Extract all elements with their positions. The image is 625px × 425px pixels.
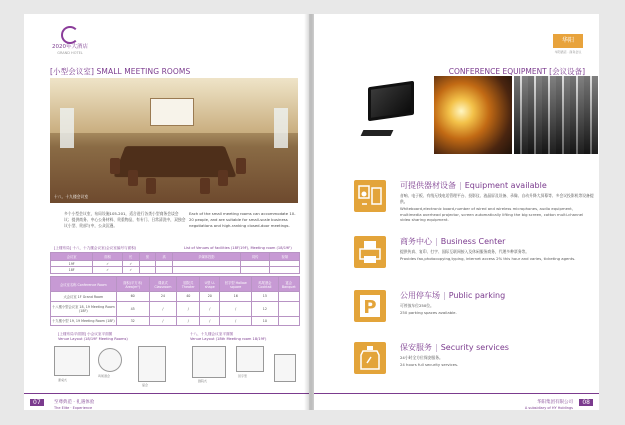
service-desc-cn: 音响、电子板、有线无线电话管理平台、投影仪、液晶屏及设备、录像、自动升降大屏幕等、多会议投影机等设备提供。 bbox=[400, 193, 594, 204]
diagram-label: 回字型 bbox=[238, 374, 248, 378]
brand-subtext: 华阳酒店 · 商务会议 bbox=[554, 50, 582, 54]
table-header: 宽 bbox=[139, 253, 156, 261]
capacity-table bbox=[50, 276, 300, 326]
table-row: 十九楼小型 19, 19 Meeting Room (18F) 32 / / / / 10 bbox=[51, 316, 300, 325]
service-security: 保安服务 | Security services 24小时全方位保安服务。 24 hours full security services. bbox=[354, 342, 599, 382]
service-public-parking: P 公用停车场 | Public parking 可停放车位250位。 250 parking spaces available. bbox=[354, 290, 599, 330]
layout-title-2-en: Venue Layout (18th Meeting room 18/19F) bbox=[190, 337, 267, 341]
floor-plan-box bbox=[274, 354, 296, 382]
layout-title-2: 十八、十九楼会议室平面图 bbox=[190, 332, 234, 336]
table-header: 回字型 Hollow square bbox=[220, 277, 252, 292]
service-business-center: 商务中心 | Business Center 提供传真、复印、打字、国际互联网接入及休闲服务商务，代理多种票务等。 Provides fax,photocopying,typing, internet access 2% this hour and varies, ticketing agents. bbox=[354, 236, 599, 282]
service-title-en: Public parking bbox=[448, 291, 506, 300]
floor-plan-box bbox=[98, 348, 122, 372]
table-header: 课桌式 Classroom bbox=[149, 277, 177, 292]
right-page bbox=[314, 14, 599, 410]
logo-text: 2020年大酒店 bbox=[52, 44, 88, 50]
intro-text-cn: 多个小型会议室，布局设施105-201，适合进行各类小型商务会谈会议；提供商务、中心公务材料、贵重物品，有专门、日常清洗中，双独会议小型、贵部与中，公众沉漫。 bbox=[64, 211, 186, 228]
parking-icon bbox=[354, 290, 386, 322]
right-footer bbox=[314, 393, 599, 410]
diagram-label: 剧院式 bbox=[198, 379, 208, 383]
meeting-room-photo bbox=[50, 78, 298, 203]
table-header: 剧院式 Theater bbox=[177, 277, 200, 292]
group-logo bbox=[551, 34, 585, 66]
floor-plan-box bbox=[192, 346, 226, 378]
table-header: 面积 bbox=[93, 253, 123, 261]
service-title-cn: 可提供器材设备 bbox=[400, 181, 456, 190]
layout-title-1-en: Venue Layout (18/19F Meeting Rooms) bbox=[58, 337, 128, 341]
photo-caption: 十八、十九楼会议室 bbox=[54, 194, 89, 199]
table1-title: [上楼布局] 十八、十九楼会议室(会议室编号与面积) bbox=[54, 246, 137, 250]
service-desc-cn: 提供传真、复印、打字、国际互联网接入及休闲服务商务，代理多种票务等。 bbox=[400, 249, 530, 254]
floor-plan-box bbox=[138, 346, 166, 382]
service-title-cn: 保安服务 bbox=[400, 343, 432, 352]
table-header: 会议室名称 Conference Room bbox=[51, 277, 117, 292]
floor-plan-box bbox=[236, 346, 264, 372]
diagram-label: 鸡尾酒会 bbox=[98, 374, 111, 378]
left-footer bbox=[24, 393, 309, 410]
logo-subtext: GRAND HOTEL bbox=[57, 51, 83, 55]
diagram-label: 课桌式 bbox=[58, 378, 68, 382]
computer-photo bbox=[348, 76, 432, 154]
table-row: 十八楼小型会议室 18, 19 Meeting Room (18F) 45 / / / / 12 bbox=[51, 301, 300, 316]
mixer-console-photo bbox=[514, 76, 598, 154]
table-header: 鸡尾酒会 Cocktail bbox=[252, 277, 278, 292]
page-number: 07 bbox=[30, 399, 44, 406]
equipment-photo-strip bbox=[348, 76, 598, 154]
section-title-small-meeting-rooms: [小型会议室] SMALL MEETING ROOMS bbox=[50, 67, 191, 76]
brand-badge: 华阳 bbox=[553, 34, 583, 48]
table-row: 19F ✓ ✓ bbox=[51, 260, 300, 267]
security-icon bbox=[354, 342, 386, 374]
layout-title-1: [上楼布局平面图] 小会议室平面图 bbox=[58, 332, 113, 336]
service-desc-cn: 24小时全方位保安服务。 bbox=[400, 355, 443, 360]
logo-mark-icon bbox=[61, 26, 79, 44]
table1-title-en: List of Venues of facilities (18F/19F), Meeting room (18/19F) bbox=[184, 246, 292, 250]
service-desc-cn: 可停放车位250位。 bbox=[400, 303, 434, 308]
printer-icon bbox=[354, 236, 386, 268]
service-title-en: Security services bbox=[440, 343, 509, 352]
equipment-icon bbox=[354, 180, 386, 212]
table-header: 宴会 Banquet bbox=[278, 277, 299, 292]
service-title-en: Business Center bbox=[440, 237, 506, 246]
floor-plan-diagrams bbox=[52, 344, 300, 390]
diagram-label: 宴会 bbox=[142, 383, 149, 387]
service-desc-en: Provides fax,photocopying,typing, internet access 2% this hour and varies, ticketing agents. bbox=[400, 256, 576, 261]
equipment-table bbox=[50, 252, 300, 274]
table-header: U型 U-shape bbox=[200, 277, 220, 292]
footer-text-en: A subsidiary of HY Holdings bbox=[524, 406, 573, 410]
table-header: 高 bbox=[156, 253, 173, 261]
table-header: 长 bbox=[122, 253, 139, 261]
table-row: 18F ✓ ✓ bbox=[51, 267, 300, 274]
footer-text-cn: 至尊典范 · 礼遇体验 bbox=[54, 400, 95, 405]
table-header: 面积(平方米) Area(m²) bbox=[116, 277, 149, 292]
footer-text-en: The Elite · Experience bbox=[54, 406, 93, 410]
page-number: 08 bbox=[579, 399, 593, 406]
projector-photo bbox=[434, 76, 512, 154]
service-desc-en: Whiteboard,electronic board,number of wired and wireless microphones, audio equipment, multimedia overhead projector, screen automatically lifting the big screen, cotton multi-channel video sharing equipment. bbox=[400, 206, 584, 223]
service-desc-en: 250 parking spaces available. bbox=[400, 310, 457, 315]
floor-plan-box bbox=[54, 346, 90, 376]
hotel-logo bbox=[50, 26, 90, 56]
section-title-conference-equipment: CONFERENCE EQUIPMENT [会议设备] bbox=[448, 67, 585, 76]
service-equipment: 可提供器材设备 | Equipment available 音响、电子板、有线无线电话管理平台、投影仪、液晶屏及设备、录像、自动升降大屏幕等、多会议投影机等设备提供。 Whiteboard,electronic board,number of wired and wireless microphones, audio equipment, multimedia overhead projector, screen automatically lifting the big screen, cotton multi-channel video sharing equipment. bbox=[354, 180, 599, 240]
table-row: 大会议室 1F Grand Room 60 24 40 20 16 15 bbox=[51, 292, 300, 301]
service-title-cn: 商务中心 bbox=[400, 237, 432, 246]
table-header: 同传 bbox=[240, 253, 270, 261]
left-page bbox=[24, 14, 309, 410]
intro-text-en: Each of the small meeting rooms can accommodate 10-20 people, and are suitable for small-scale business negotiations and high-ranking closed-door meetings. bbox=[189, 211, 296, 228]
service-title-en: Equipment available bbox=[464, 181, 547, 190]
footer-text-cn: 华阳集团有限公司 bbox=[537, 400, 573, 405]
service-desc-en: 24 hours full security services. bbox=[400, 362, 459, 367]
service-title-cn: 公用停车场 bbox=[400, 291, 440, 300]
table-header: 视频 bbox=[270, 253, 300, 261]
table-header: 会议室 bbox=[51, 253, 93, 261]
table-header: 多媒体投影 bbox=[172, 253, 240, 261]
svg-text:P: P bbox=[363, 297, 377, 318]
